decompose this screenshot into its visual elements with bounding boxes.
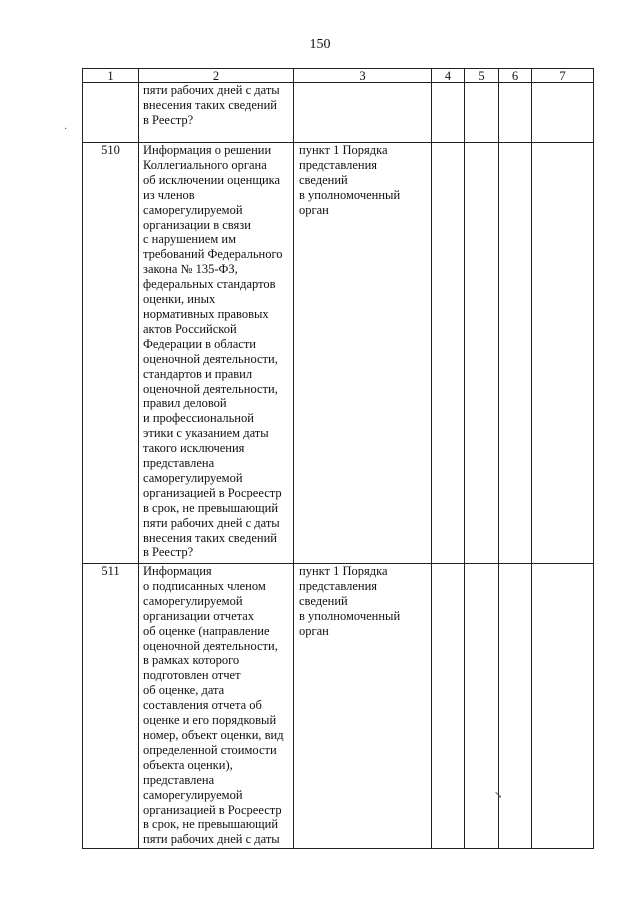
requirements-table bbox=[82, 68, 594, 849]
column-header: 4 bbox=[432, 69, 465, 83]
question-text: Информация о подписанных членом саморегулируемой организации отчетах об оценке (направление оценочной деятельности, в рамках которого подготовлен отчет об оценке, дата составления отчета об оценке и его порядковый номер, объект оценки, вид определенной стоимости объекта оценки), представлена саморегулируемой организацией в Росреестр в срок, не превышающий пяти рабочих дней с даты bbox=[139, 564, 294, 849]
answer-cell bbox=[432, 564, 465, 849]
column-header: 7 bbox=[532, 69, 594, 83]
answer-cell bbox=[432, 143, 465, 564]
answer-cell bbox=[532, 143, 594, 564]
column-header: 6 bbox=[499, 69, 532, 83]
answer-cell bbox=[465, 564, 499, 849]
column-header: 2 bbox=[139, 69, 294, 83]
table-row bbox=[83, 143, 594, 564]
answer-cell bbox=[432, 83, 465, 143]
answer-cell bbox=[532, 83, 594, 143]
answer-cell bbox=[499, 143, 532, 564]
legal-basis: пункт 1 Порядка представления сведений в уполномоченный орган bbox=[294, 564, 432, 849]
answer-cell bbox=[532, 564, 594, 849]
legal-basis: пункт 1 Порядка представления сведений в уполномоченный орган bbox=[294, 143, 432, 564]
scan-mark: ↘ bbox=[494, 790, 503, 801]
legal-basis bbox=[294, 83, 432, 143]
column-header: 5 bbox=[465, 69, 499, 83]
row-number: 511 bbox=[83, 564, 139, 849]
row-number bbox=[83, 83, 139, 143]
row-number: 510 bbox=[83, 143, 139, 564]
table-row bbox=[83, 564, 594, 849]
table-row bbox=[83, 83, 594, 143]
answer-cell bbox=[465, 143, 499, 564]
answer-cell bbox=[465, 83, 499, 143]
column-header: 1 bbox=[83, 69, 139, 83]
question-text: пяти рабочих дней с даты внесения таких сведений в Реестр? bbox=[139, 83, 294, 143]
answer-cell bbox=[499, 564, 532, 849]
answer-cell bbox=[499, 83, 532, 143]
question-text: Информация о решении Коллегиального органа об исключении оценщика из членов саморегулируемой организации в связи с нарушением им требований Федерального закона № 135-ФЗ, федеральных стандартов оценки, иных нормативных правовых актов Российской Федерации в области оценочной деятельности, стандартов и правил оценочной деятельности, правил деловой и профессиональной этики с указанием даты такого исключения представлена саморегулируемой организацией в Росреестр в срок, не превышающий пяти рабочих дней с даты внесения таких сведений в Реестр? bbox=[139, 143, 294, 564]
column-header: 3 bbox=[294, 69, 432, 83]
scan-mark: · bbox=[64, 124, 68, 135]
table-header-row bbox=[83, 69, 594, 83]
page-number: 150 bbox=[309, 37, 331, 52]
